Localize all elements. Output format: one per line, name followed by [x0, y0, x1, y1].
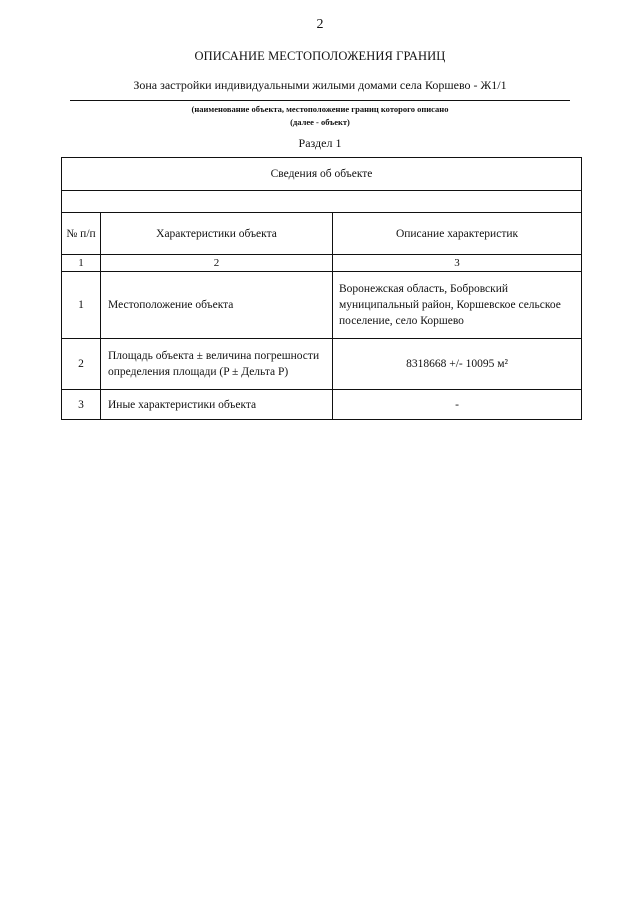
table-row [62, 339, 582, 390]
row-characteristic: Иные характеристики объекта [101, 390, 333, 420]
object-info-table [61, 157, 582, 420]
table-header: Сведения об объекте [62, 158, 582, 191]
table-empty-row [62, 191, 582, 213]
page-number: 2 [316, 17, 324, 32]
row-characteristic: Местоположение объекта [101, 272, 333, 339]
table-row [62, 390, 582, 420]
column-header-characteristics: Характеристики объекта [101, 213, 333, 255]
column-header-description: Описание характеристик [333, 213, 582, 255]
column-number: 2 [101, 255, 333, 272]
column-number: 3 [333, 255, 582, 272]
object-caption-line-1: (наименование объекта, местоположение границ которого описано [191, 104, 449, 114]
row-characteristic: Площадь объекта ± величина погрешности определения площади (P ± Дельта P) [101, 339, 333, 390]
object-name: Зона застройки индивидуальными жилыми домами села Коршево - Ж1/1 [133, 78, 507, 92]
row-description: 8318668 +/- 10095 м² [333, 339, 582, 390]
object-caption [0, 103, 640, 128]
row-number: 3 [62, 390, 101, 420]
section-label: Раздел 1 [298, 136, 342, 150]
row-number: 2 [62, 339, 101, 390]
column-number: 1 [62, 255, 101, 272]
column-header-num: № п/п [62, 213, 101, 255]
row-description: - [333, 390, 582, 420]
row-description: Воронежская область, Бобровский муниципальный район, Коршевское сельское поселение, село Коршево [333, 272, 582, 339]
column-header-row [62, 213, 582, 255]
table-header-row [62, 158, 582, 191]
table-empty-cell [62, 191, 582, 213]
document-title: ОПИСАНИЕ МЕСТОПОЛОЖЕНИЯ ГРАНИЦ [194, 49, 446, 63]
column-numbers-row [62, 255, 582, 272]
object-name-underline [70, 100, 570, 101]
object-caption-line-2: (далее - объект) [290, 116, 350, 127]
row-number: 1 [62, 272, 101, 339]
table-row [62, 272, 582, 339]
